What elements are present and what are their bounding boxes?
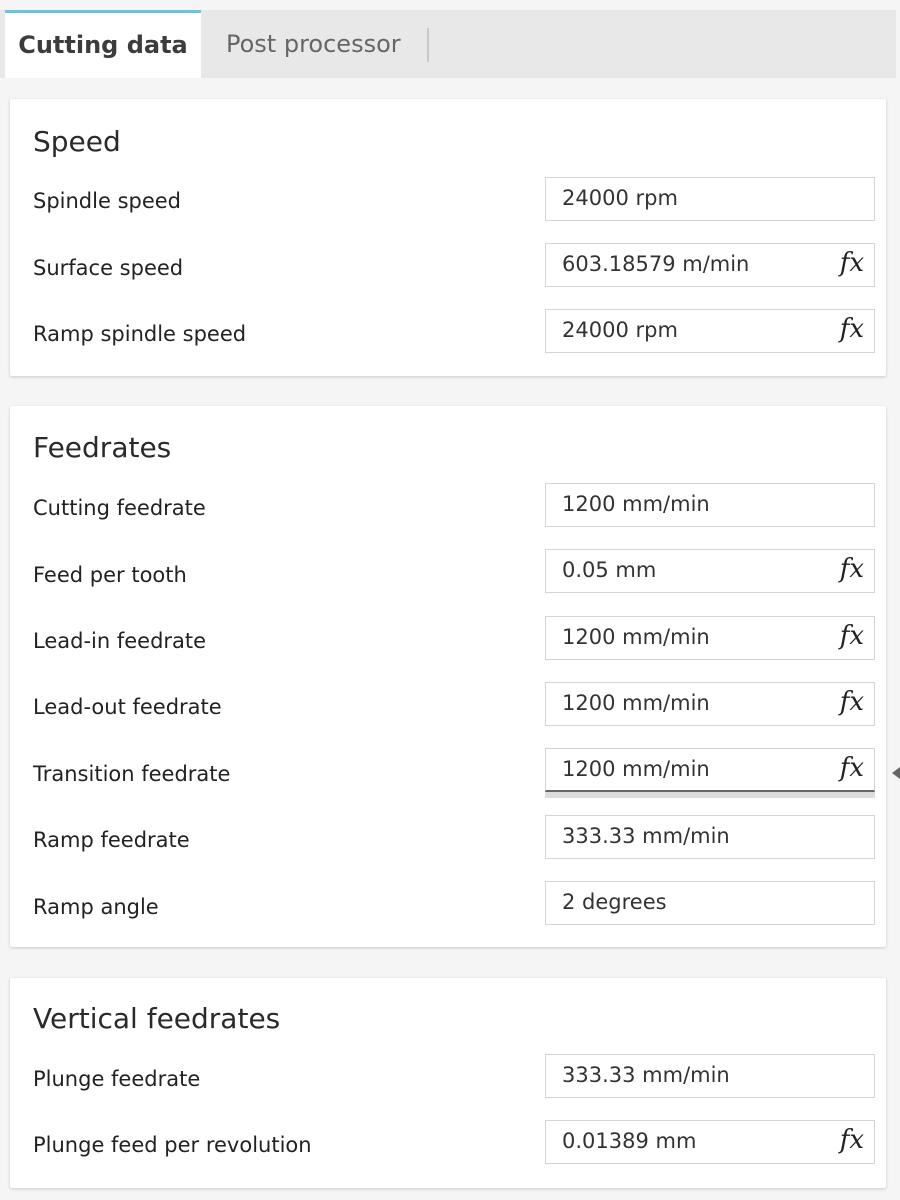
vertical-feedrates-section-title: Vertical feedrates bbox=[33, 1002, 281, 1035]
ramp-spindle-speed-field[interactable] bbox=[545, 309, 875, 353]
ramp-feedrate-value: 333.33 mm/min bbox=[562, 824, 730, 848]
feedrates-section-title: Feedrates bbox=[33, 431, 172, 464]
lead-out-feedrate-field[interactable] bbox=[545, 682, 875, 726]
transition-feedrate-field[interactable] bbox=[545, 748, 875, 792]
plunge-feed-per-revolution-value: 0.01389 mm bbox=[562, 1129, 697, 1153]
plunge-feedrate-value: 333.33 mm/min bbox=[562, 1063, 730, 1087]
plunge-feed-per-revolution-field[interactable] bbox=[545, 1120, 875, 1164]
tab-bar bbox=[0, 10, 896, 78]
formula-icon[interactable]: fх bbox=[839, 687, 864, 717]
lead-in-feedrate-field[interactable] bbox=[545, 616, 875, 660]
feed-per-tooth-label: Feed per tooth bbox=[33, 563, 187, 587]
lead-out-feedrate-value: 1200 mm/min bbox=[562, 691, 710, 715]
ramp-spindle-speed-label: Ramp spindle speed bbox=[33, 322, 247, 346]
ramp-feedrate-field[interactable] bbox=[545, 815, 875, 859]
formula-icon[interactable]: fх bbox=[839, 314, 864, 344]
spindle-speed-field[interactable] bbox=[545, 177, 875, 221]
surface-speed-field[interactable] bbox=[545, 243, 875, 287]
surface-speed-label: Surface speed bbox=[33, 256, 184, 280]
cutting-feedrate-field[interactable] bbox=[545, 483, 875, 527]
plunge-feed-per-revolution-label: Plunge feed per revolution bbox=[33, 1133, 312, 1157]
tab-cutting-data[interactable]: Cutting data bbox=[5, 10, 201, 78]
tab-post-processor[interactable]: Post processor bbox=[226, 30, 401, 58]
surface-speed-value: 603.18579 m/min bbox=[562, 252, 750, 276]
ramp-spindle-speed-value: 24000 rpm bbox=[562, 318, 678, 342]
ramp-feedrate-label: Ramp feedrate bbox=[33, 828, 190, 852]
cutting-feedrate-value: 1200 mm/min bbox=[562, 492, 710, 516]
pointer-arrow-icon bbox=[892, 767, 900, 779]
transition-feedrate-value: 1200 mm/min bbox=[562, 757, 710, 781]
formula-icon[interactable]: fх bbox=[839, 248, 864, 278]
spindle-speed-label: Spindle speed bbox=[33, 189, 182, 213]
tab-separator bbox=[427, 28, 429, 62]
speed-section bbox=[10, 99, 886, 376]
ramp-angle-label: Ramp angle bbox=[33, 895, 159, 919]
plunge-feedrate-label: Plunge feedrate bbox=[33, 1067, 201, 1091]
ramp-angle-value: 2 degrees bbox=[562, 890, 667, 914]
transition-feedrate-label: Transition feedrate bbox=[33, 762, 231, 786]
lead-out-feedrate-label: Lead-out feedrate bbox=[33, 695, 222, 719]
ramp-angle-field[interactable] bbox=[545, 881, 875, 925]
active-field-underbar bbox=[545, 792, 875, 798]
feed-per-tooth-field[interactable] bbox=[545, 549, 875, 593]
feedrates-section bbox=[10, 406, 886, 947]
cutting-feedrate-label: Cutting feedrate bbox=[33, 496, 206, 520]
spindle-speed-value: 24000 rpm bbox=[562, 186, 678, 210]
lead-in-feedrate-label: Lead-in feedrate bbox=[33, 629, 207, 653]
plunge-feedrate-field[interactable] bbox=[545, 1054, 875, 1098]
formula-icon[interactable]: fх bbox=[839, 753, 864, 783]
formula-icon[interactable]: fх bbox=[839, 621, 864, 651]
lead-in-feedrate-value: 1200 mm/min bbox=[562, 625, 710, 649]
formula-icon[interactable]: fх bbox=[839, 554, 864, 584]
formula-icon[interactable]: fх bbox=[839, 1125, 864, 1155]
feed-per-tooth-value: 0.05 mm bbox=[562, 558, 657, 582]
vertical-feedrates-section bbox=[10, 978, 886, 1188]
speed-section-title: Speed bbox=[33, 125, 121, 158]
